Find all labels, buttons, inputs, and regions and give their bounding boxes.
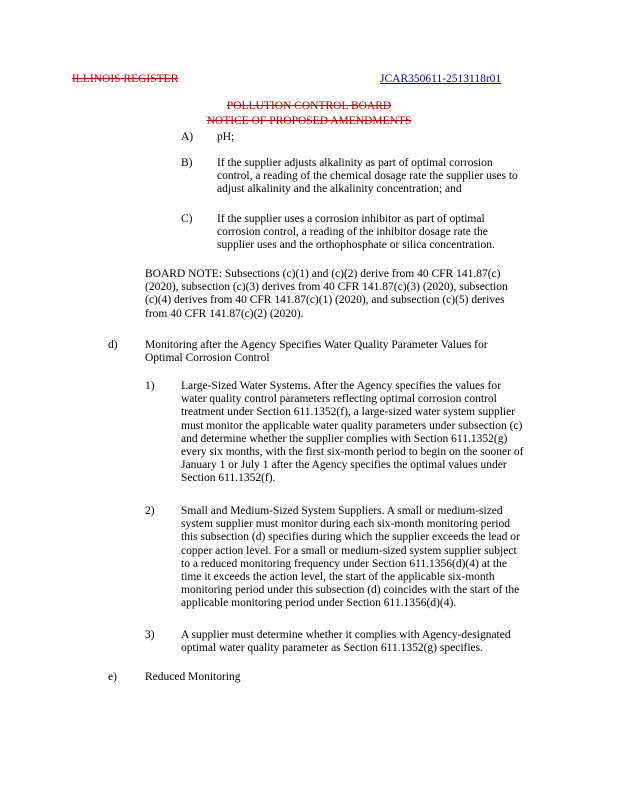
- item-b-label: B): [181, 157, 193, 169]
- item-c-text: If the supplier uses a corrosion inhibitor as part of optimal corrosion control, a reading of the inhibitor dosage rate the supplier uses and the orthophosphate or silica concentration.: [217, 213, 495, 252]
- jcar-code[interactable]: JCAR350611-2513118r01: [380, 73, 502, 85]
- register-header: ILLINOIS REGISTER: [72, 73, 179, 85]
- d3-text: A supplier must determine whether it complies with Agency-designated optimal water quality parameter as Section 611.1352(g) specifies.: [181, 629, 511, 655]
- section-d-heading: Monitoring after the Agency Specifies Water Quality Parameter Values for Optimal Corrosion Control: [145, 339, 488, 365]
- d2-text: Small and Medium-Sized System Suppliers. A small or medium-sized system supplier must monitor during each six-month monitoring period this subsection (d) specifies during which the supplier exceeds the lead or copper action level. For a small or medium-sized system supplier subject to a reduced monitoring frequency under Section 611.1356(d)(4) at the time it exceeds the action level, the start of the applicable six-month monitoring period under this subsection (d) coincides with the start of the applicable monitoring period under Section 611.1356(d)(4).: [181, 505, 520, 610]
- agency-title: POLLUTION CONTROL BOARD: [226, 100, 392, 112]
- item-b-text: If the supplier adjusts alkalinity as part of optimal corrosion control, a reading of the chemical dosage rate the supplier uses to adjust alkalinity and the alkalinity concentration; and: [217, 157, 518, 196]
- item-a-label: A): [181, 131, 194, 143]
- board-note: BOARD NOTE: Subsections (c)(1) and (c)(2) derive from 40 CFR 141.87(c) (2020), subsection (c)(3) derives from 40 CFR 141.87(c)(3) (2020), subsection (c)(4) derives from 40 CFR 141.87(c)(1) (2020), and subsection (c)(5) derives from 40 CFR 141.87(c)(2) (2020).: [145, 268, 508, 320]
- d3-label: 3): [145, 629, 155, 641]
- d2-label: 2): [145, 505, 155, 517]
- item-a-text: pH;: [217, 131, 235, 143]
- d1-label: 1): [145, 380, 155, 392]
- section-e-heading: Reduced Monitoring: [145, 671, 241, 683]
- notice-title: NOTICE OF PROPOSED AMENDMENTS: [206, 115, 412, 127]
- section-d-label: d): [108, 339, 118, 351]
- d1-text: Large-Sized Water Systems. After the Agency specifies the values for water quality control parameters reflecting optimal corrosion control treatment under Section 611.1352(f), a large-sized water system supplier must monitor the applicable water quality parameters under subsection (c) and determine whether the supplier complies with Section 611.1352(g) every six months, with the first six-month period to begin on the sooner of January 1 or July 1 after the Agency specifies the optimal values under Section 611.1352(f).: [181, 380, 524, 485]
- item-c-label: C): [181, 213, 193, 225]
- section-e-label: e): [108, 671, 117, 683]
